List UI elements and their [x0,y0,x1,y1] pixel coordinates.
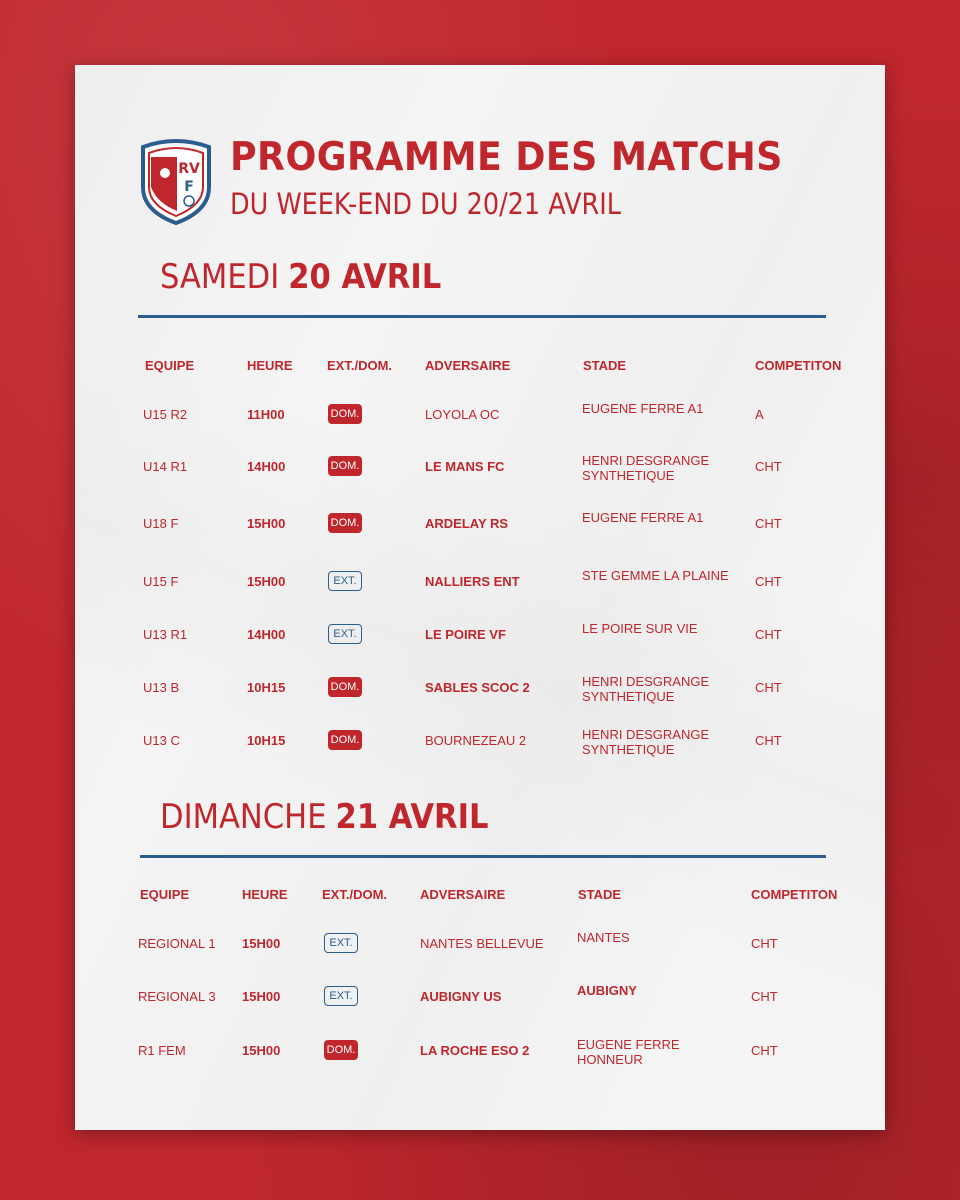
svg-text:RV: RV [178,161,200,177]
match-stadium: HENRI DESGRANGE SYNTHETIQUE [582,727,710,757]
home-badge: DOM. [324,1040,358,1060]
match-opponent: NANTES BELLEVUE [420,936,544,951]
sunday-date-label: 21 AVRIL [335,797,489,837]
match-competition: CHT [751,936,778,951]
match-team: R1 FEM [138,1043,186,1058]
match-competition: CHT [755,459,782,474]
away-badge: EXT. [328,624,362,644]
match-time: 15H00 [242,1043,281,1058]
header-stadium: STADE [578,887,622,902]
match-competition: CHT [755,627,782,642]
match-stadium: EUGENE FERRE A1 [582,510,704,525]
match-stadium: EUGENE FERRE A1 [582,401,704,416]
match-opponent: SABLES SCOC 2 [425,680,530,695]
header-venue: EXT./DOM. [322,887,388,902]
match-opponent: BOURNEZEAU 2 [425,733,527,748]
saturday-heading [160,257,441,297]
match-opponent: LE MANS FC [425,459,505,474]
header-team: EQUIPE [145,358,195,373]
header-venue: EXT./DOM. [327,358,393,373]
match-opponent: ARDELAY RS [425,516,509,531]
match-team: U13 C [143,733,180,748]
match-opponent: LOYOLA OC [425,407,500,422]
page-subtitle: DU WEEK-END DU 20/21 AVRIL [230,187,622,221]
schedule-poster [75,65,885,1130]
sunday-heading [160,797,489,837]
away-badge: EXT. [324,986,358,1006]
match-team: U15 F [143,574,179,589]
page-title: PROGRAMME DES MATCHS [230,135,783,180]
club-logo-crest-icon [137,137,215,225]
match-stadium: EUGENE FERRE HONNEUR [577,1037,680,1067]
header-competition: COMPETITON [751,887,838,902]
match-competition: CHT [751,989,778,1004]
saturday-day-label: SAMEDI [160,257,280,297]
match-time: 15H00 [247,516,286,531]
sunday-divider [140,855,826,858]
match-time: 14H00 [247,627,286,642]
match-stadium: STE GEMME LA PLAINE [582,568,729,583]
match-team: U15 R2 [143,407,188,422]
match-time: 15H00 [247,574,286,589]
match-time: 10H15 [247,680,286,695]
header-competition: COMPETITON [755,358,842,373]
match-time: 14H00 [247,459,286,474]
match-time: 10H15 [247,733,286,748]
match-stadium: HENRI DESGRANGE SYNTHETIQUE [582,453,710,483]
header-opponent: ADVERSAIRE [425,358,511,373]
match-time: 15H00 [242,989,281,1004]
svg-text:F: F [184,179,194,195]
match-stadium: HENRI DESGRANGE SYNTHETIQUE [582,674,710,704]
away-badge: EXT. [324,933,358,953]
match-team: REGIONAL 1 [138,936,216,951]
match-time: 15H00 [242,936,281,951]
match-competition: CHT [755,733,782,748]
match-stadium: AUBIGNY [577,983,637,998]
match-stadium: LE POIRE SUR VIE [582,621,698,636]
header-team: EQUIPE [140,887,190,902]
match-team: REGIONAL 3 [138,989,216,1004]
home-badge: DOM. [328,456,362,476]
saturday-date-label: 20 AVRIL [288,257,442,297]
match-team: U13 B [143,680,180,695]
match-competition: A [755,407,764,422]
match-team: U13 R1 [143,627,188,642]
match-stadium: NANTES [577,930,630,945]
match-team: U14 R1 [143,459,188,474]
match-team: U18 F [143,516,179,531]
home-badge: DOM. [328,404,362,424]
match-opponent: AUBIGNY US [420,989,502,1004]
match-opponent: LA ROCHE ESO 2 [420,1043,530,1058]
header-time: HEURE [242,887,288,902]
match-opponent: NALLIERS ENT [425,574,520,589]
home-badge: DOM. [328,730,362,750]
match-competition: CHT [755,574,782,589]
match-competition: CHT [755,680,782,695]
home-badge: DOM. [328,513,362,533]
away-badge: EXT. [328,571,362,591]
header-stadium: STADE [583,358,627,373]
match-opponent: LE POIRE VF [425,627,506,642]
header-time: HEURE [247,358,293,373]
sunday-day-label: DIMANCHE [160,797,327,837]
match-competition: CHT [751,1043,778,1058]
match-time: 11H00 [247,407,285,422]
home-badge: DOM. [328,677,362,697]
header-opponent: ADVERSAIRE [420,887,506,902]
saturday-divider [138,315,826,318]
match-competition: CHT [755,516,782,531]
